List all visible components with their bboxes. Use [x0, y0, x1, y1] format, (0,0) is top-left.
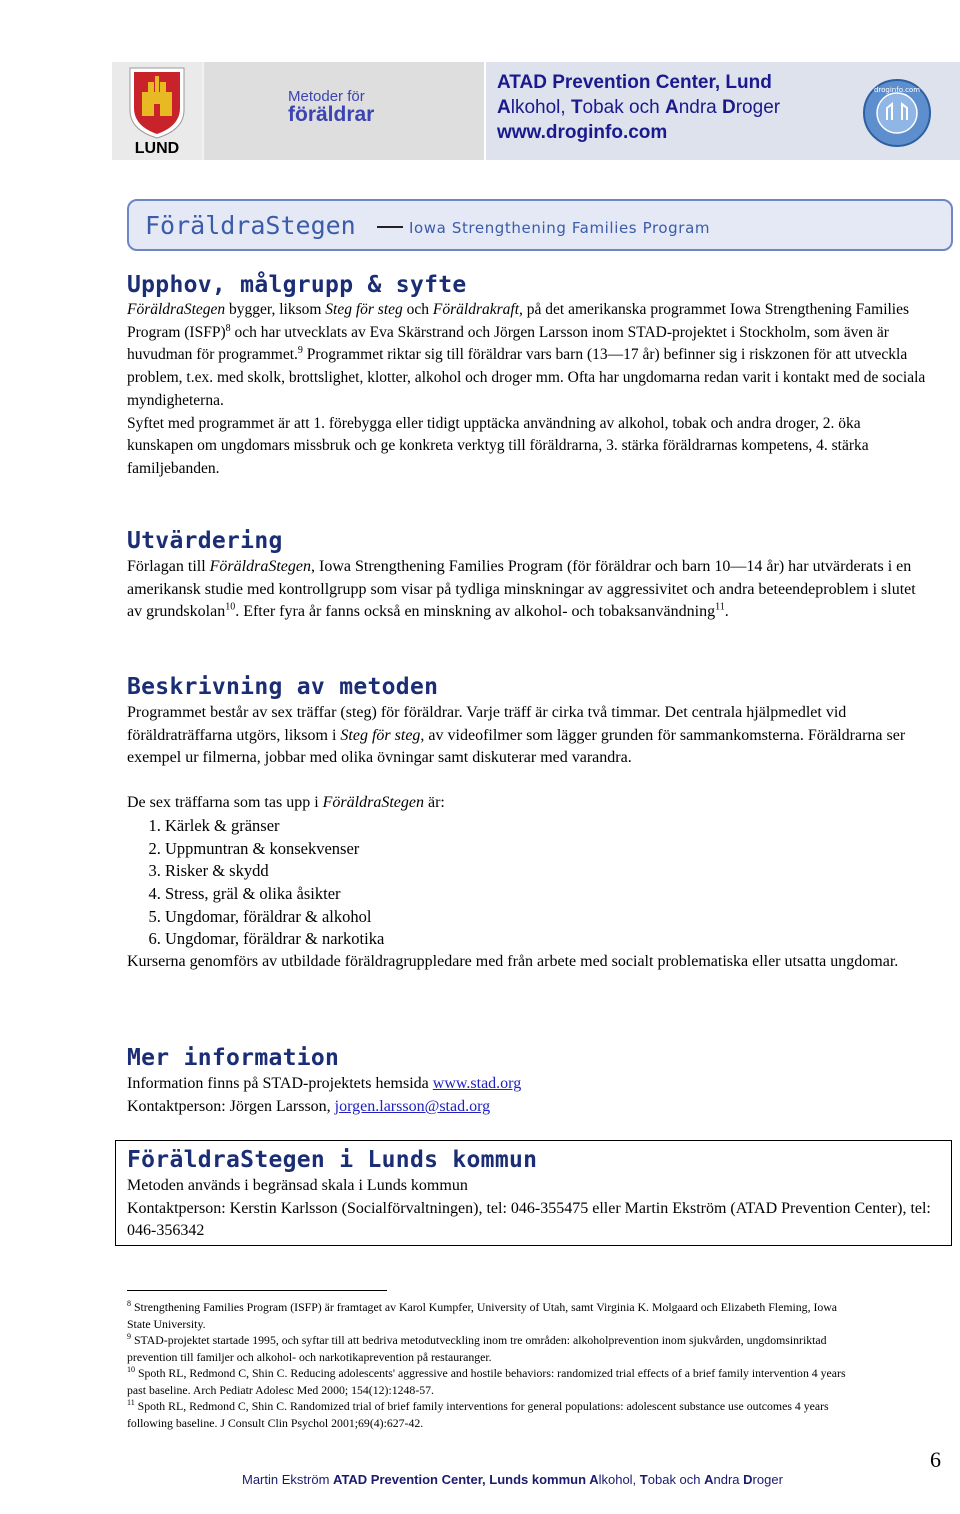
- document-title-box: [127, 199, 953, 251]
- droginfo-badge-logo: [862, 78, 932, 148]
- list-item: 3. Risker & skydd: [165, 860, 927, 883]
- section-paragraph: De sex träffarna som tas upp i FöräldraStegen är:: [127, 794, 445, 812]
- badge-text: droginfo.com: [873, 86, 921, 94]
- header-org-tagline: Alkohol, Tobak och Andra Droger: [497, 97, 781, 118]
- page-footer: Martin Ekström ATAD Prevention Center, Lunds kommun Alkohol, Tobak och Andra Droger: [242, 1472, 783, 1487]
- footnote: $^{10}$ Spoth RL, Redmond C, Shin C. Reducing adolescents' aggressive and hostile behaviors: randomized trial effects of a brief family intervention 4 years past baseline. Arch Pediatr Adolesc Med 2000; 154(12):1248-57.: [127, 1365, 846, 1397]
- contact-line: Kontaktperson: Jörgen Larsson, jorgen.larsson@stad.org: [127, 1097, 491, 1115]
- footnote-divider: [127, 1290, 387, 1291]
- list-item: 1. Kärlek & gränser: [165, 815, 927, 838]
- footnote: $^9$ STAD-projektet startade 1995, och syftar till att bedriva metodutveckling inom tre områden: alkoholprevention inom sjukvården, ungdomsinriktad prevention till familjer och alkohol- och narkotikaprevention på restauranger.: [127, 1332, 827, 1364]
- section-heading: Utvärdering: [127, 528, 283, 554]
- title-dash: [377, 226, 403, 228]
- section-paragraph: Kurserna genomförs av utbildade föräldragruppledare med från arbete med socialt problematiska eller utsatta ungdomar.: [127, 953, 899, 971]
- section-origin: [127, 272, 927, 481]
- section-more-info: [127, 1045, 927, 1118]
- list-item: 2. Uppmuntran & konsekvenser: [165, 838, 927, 861]
- page-number: 6: [930, 1447, 941, 1472]
- section-heading: FöräldraStegen i Lunds kommun: [127, 1147, 538, 1173]
- header-org-name: ATAD Prevention Center, Lund: [497, 72, 772, 93]
- section-lund: [127, 1147, 939, 1243]
- header-org: [497, 70, 780, 145]
- list-item: 5. Ungdomar, föräldrar & alkohol: [165, 906, 927, 929]
- section-paragraph: Syftet med programmet är att 1. förebygga eller tidigt upptäcka användning av alkohol, tobak och andra droger, 2. öka kunskapen om ungdomars missbruk och ge konkreta verktyg till föräldrarna, 3. stärka föräldrarnas kompetens, 4. stärka familjebanden.: [127, 414, 869, 477]
- header-metoder-line2: föräldrar: [288, 103, 375, 126]
- info-line: Information finns på STAD-projektets hemsida www.stad.org: [127, 1075, 522, 1092]
- list-item: 6. Ungdomar, föräldrar & narkotika: [165, 928, 927, 951]
- section-heading: Mer information: [127, 1045, 340, 1071]
- contact-email-link[interactable]: jorgen.larsson@stad.org: [334, 1097, 491, 1115]
- section-heading: Beskrivning av metoden: [127, 674, 439, 700]
- footnote: $^8$ Strengthening Families Program (ISFP) är framtaget av Karol Kumpfer, University of Utah, samt Virginia K. Molgaard och Elizabeth Fleming, Iowa State University.: [127, 1299, 838, 1331]
- section-paragraph: Metoden används i begränsad skala i Lunds kommun: [127, 1177, 468, 1194]
- section-heading: Upphov, målgrupp & syfte: [127, 272, 467, 298]
- logo-text: LUND: [134, 140, 180, 156]
- section-paragraph: Programmet består av sex träffar (steg) för föräldrar. Varje träff är cirka två timmar. Det centrala hjälpmedlet vid föräldraträffarna utgörs, liksom i Steg för steg, av videofilmer som lägger grunden för sammankomsterna. Föräldrarna ser exempel ur filmerna, jobbar med olika övningar samt diskuterar med varandra.: [127, 704, 906, 767]
- header-website[interactable]: www.droginfo.com: [497, 122, 668, 143]
- meetings-list: [127, 815, 927, 951]
- section-description: [127, 674, 927, 974]
- document-subtitle: Iowa Strengthening Families Program: [409, 219, 711, 237]
- lund-coat-of-arms-logo: [124, 64, 190, 156]
- list-item: 4. Stress, gräl & olika åsikter: [165, 883, 927, 906]
- stad-website-link[interactable]: www.stad.org: [432, 1075, 522, 1092]
- section-paragraph: Kontaktperson: Kerstin Karlsson (Socialförvaltningen), tel: 046-355475 eller Martin Ekström (ATAD Prevention Center), tel: 046-356342: [127, 1199, 931, 1240]
- header-metoder-line1: Metoder för: [288, 88, 365, 105]
- footnote: $^{11}$ Spoth RL, Redmond C, Shin C. Randomized trial of brief family interventions for general populations: adolescent substance use outcomes 4 years following baseline. J Consult Clin Psychol 2001;69(4):627-42.: [127, 1398, 829, 1430]
- section-paragraph: Förlagan till FöräldraStegen, Iowa Strengthening Families Program (för föräldrar och barn 10—14 år) har utvärderats i en amerikansk studie med kontrollgrupp som visar på tydliga minskningar av aggressivitet och andra beteendeproblem i slutet av grundskolan$^{10}$. Efter fyra år fanns också en minskning av alkohol- och tobaksanvändning$^{11}$.: [127, 558, 916, 621]
- footnotes: [127, 1299, 847, 1431]
- section-paragraph: FöräldraStegen bygger, liksom Steg för steg och Föräldrakraft, på det amerikanska programmet Iowa Strengthening Families Program (ISFP)$^8$ och har utvecklats av Eva Skärstrand och Jörgen Larsson inom STAD-projektet i Stockholm, som även är huvudman för programmet.$^9$ Programmet riktar sig till föräldrar vars barn (13—17 år) befinner sig i riskzonen för att utveckla problem, t.ex. med skolk, brottslighet, klotter, alkohol och droger mm. Ofta har ungdomarna redan varit i kontakt med de sociala myndigheterna.: [127, 301, 926, 409]
- section-evaluation: [127, 528, 927, 624]
- header-method-title: [288, 88, 374, 127]
- document-title: FöräldraStegen: [145, 211, 356, 240]
